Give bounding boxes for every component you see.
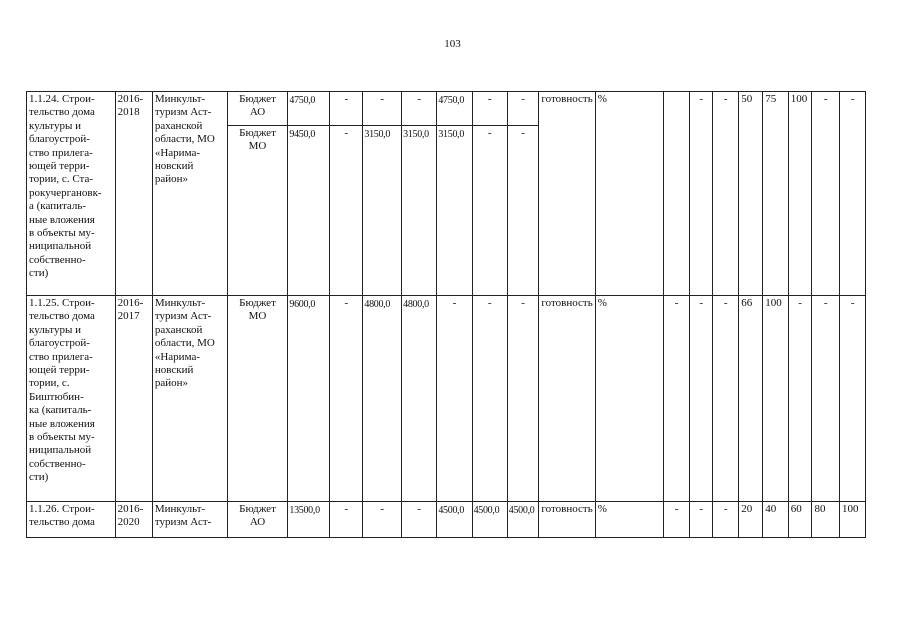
funding-total: 9450,0 [288, 126, 330, 296]
target-value: 100 [763, 296, 789, 502]
target-value: 100 [840, 502, 866, 538]
table-row [27, 92, 905, 126]
target-value: - [840, 296, 866, 502]
period-cell: 2016- 2017 [115, 296, 152, 502]
funding-year: 3150,0 [437, 126, 472, 296]
funding-year: 4500,0 [437, 502, 472, 538]
funding-year: 3150,0 [363, 126, 402, 296]
measure-name: 1.1.25. Строи- тельство дома культуры и благоустрой- ство прилега- ющей терри- тории, с. Биштюбин- ка (капиталь- ные вложения в объекты му- ниципальной собственно- сти) [29, 297, 95, 484]
funding-year: - [363, 502, 402, 538]
funding-source: Бюджет МО [227, 126, 288, 296]
target-value: 75 [763, 92, 789, 296]
funding-year: 4800,0 [402, 296, 437, 502]
funding-total: 9600,0 [288, 296, 330, 502]
indicator-unit: % [595, 296, 663, 502]
funding-source: Бюджет АО [227, 502, 288, 538]
target-value: - [664, 296, 690, 502]
target-value: - [690, 296, 713, 502]
funding-year: 4800,0 [363, 296, 402, 502]
executor-cell: Минкульт- туризм Аст- [152, 502, 227, 538]
measure-name: 1.1.26. Строи- тельство дома [29, 503, 95, 529]
indicator-name: готовность [539, 502, 595, 538]
measure-name-cell [27, 92, 116, 296]
funding-year: - [330, 502, 363, 538]
funding-year: - [507, 296, 539, 502]
funding-year: - [437, 296, 472, 502]
target-value: - [713, 502, 739, 538]
target-value: - [840, 92, 866, 296]
target-value: - [812, 92, 840, 296]
target-value: - [713, 296, 739, 502]
target-value: - [690, 92, 713, 296]
target-value: 50 [739, 92, 763, 296]
target-value: - [690, 502, 713, 538]
target-value: - [788, 296, 812, 502]
target-value: - [713, 92, 739, 296]
funding-year: - [330, 126, 363, 296]
measure-name-cell [27, 502, 116, 538]
funding-total: 4750,0 [288, 92, 330, 126]
target-value: 40 [763, 502, 789, 538]
period-cell: 2016- 2018 [115, 92, 152, 296]
funding-year: - [472, 126, 507, 296]
target-value: - [812, 296, 840, 502]
funding-year: - [472, 92, 507, 126]
target-value: 100 [788, 92, 812, 296]
funding-year: 4500,0 [507, 502, 539, 538]
funding-year: - [363, 92, 402, 126]
target-value: 60 [788, 502, 812, 538]
page-number: 103 [444, 38, 461, 50]
indicator-name: готовность [539, 296, 595, 502]
funding-year: - [472, 296, 507, 502]
indicator-name: готовность [539, 92, 595, 296]
funding-year: 3150,0 [402, 126, 437, 296]
funding-total: 13500,0 [288, 502, 330, 538]
table-row [27, 502, 905, 538]
indicator-unit: % [595, 92, 663, 296]
funding-source: Бюджет МО [227, 296, 288, 502]
target-value [664, 92, 690, 296]
indicator-unit: % [595, 502, 663, 538]
funding-year: - [507, 126, 539, 296]
program-table [26, 91, 905, 538]
target-value: 20 [739, 502, 763, 538]
executor-cell: Минкульт- туризм Аст- раханской области, МО «Нарима- новский район» [152, 296, 227, 502]
funding-year: - [507, 92, 539, 126]
executor-cell: Минкульт- туризм Аст- раханской области, МО «Нарима- новский район» [152, 92, 227, 296]
funding-year: - [402, 92, 437, 126]
target-value: - [664, 502, 690, 538]
target-value: 80 [812, 502, 840, 538]
funding-year: - [330, 296, 363, 502]
funding-year: - [330, 92, 363, 126]
target-value: 66 [739, 296, 763, 502]
measure-name-cell [27, 296, 116, 502]
funding-year: 4500,0 [472, 502, 507, 538]
funding-year: - [402, 502, 437, 538]
measure-name: 1.1.24. Строи- тельство дома культуры и благоустрой- ство прилега- ющей терри- тории, с. Ста- рокучергановк- а (капиталь- ные вложения в объекты му- ниципальной собственно- сти) [29, 93, 102, 280]
table-row [27, 296, 905, 502]
period-cell: 2016- 2020 [115, 502, 152, 538]
funding-source: Бюджет АО [227, 92, 288, 126]
funding-year: 4750,0 [437, 92, 472, 126]
